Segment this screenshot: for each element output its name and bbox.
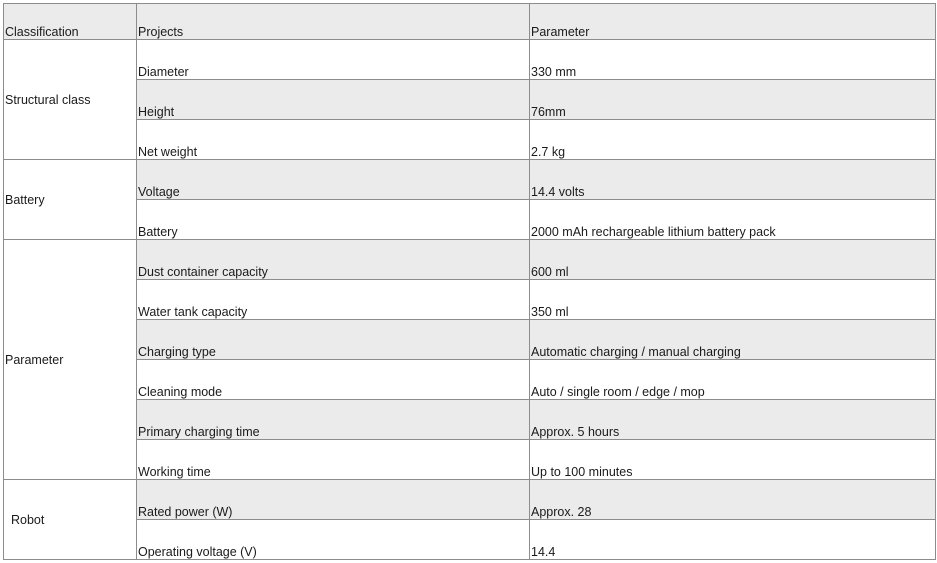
header-parameter: Parameter bbox=[530, 4, 936, 40]
table-header-row bbox=[4, 4, 936, 40]
value-cell: Up to 100 minutes bbox=[530, 440, 936, 480]
value-cell: Approx. 28 bbox=[530, 480, 936, 520]
table-row bbox=[4, 80, 936, 120]
value-cell: 350 ml bbox=[530, 280, 936, 320]
table-row bbox=[4, 480, 936, 520]
table-row bbox=[4, 40, 936, 80]
table-row bbox=[4, 240, 936, 280]
group-label-structural: Structural class bbox=[4, 40, 137, 160]
project-cell: Charging type bbox=[137, 320, 530, 360]
project-cell: Operating voltage (V) bbox=[137, 520, 530, 560]
value-cell: Automatic charging / manual charging bbox=[530, 320, 936, 360]
value-cell: 14.4 bbox=[530, 520, 936, 560]
spec-table bbox=[3, 3, 936, 560]
table-row bbox=[4, 360, 936, 400]
value-cell: 330 mm bbox=[530, 40, 936, 80]
table-row bbox=[4, 440, 936, 480]
project-cell: Height bbox=[137, 80, 530, 120]
project-cell: Cleaning mode bbox=[137, 360, 530, 400]
table-row bbox=[4, 520, 936, 560]
project-cell: Dust container capacity bbox=[137, 240, 530, 280]
value-cell: 600 ml bbox=[530, 240, 936, 280]
group-label-robot: Robot bbox=[4, 480, 137, 560]
table-row bbox=[4, 280, 936, 320]
project-cell: Working time bbox=[137, 440, 530, 480]
table-row bbox=[4, 400, 936, 440]
project-cell: Battery bbox=[137, 200, 530, 240]
project-cell: Water tank capacity bbox=[137, 280, 530, 320]
project-cell: Voltage bbox=[137, 160, 530, 200]
project-cell: Diameter bbox=[137, 40, 530, 80]
table-row bbox=[4, 160, 936, 200]
project-cell: Net weight bbox=[137, 120, 530, 160]
value-cell: Auto / single room / edge / mop bbox=[530, 360, 936, 400]
header-classification: Classification bbox=[4, 4, 137, 40]
value-cell: 2.7 kg bbox=[530, 120, 936, 160]
project-cell: Primary charging time bbox=[137, 400, 530, 440]
table-row bbox=[4, 320, 936, 360]
project-cell: Rated power (W) bbox=[137, 480, 530, 520]
value-cell: 14.4 volts bbox=[530, 160, 936, 200]
value-cell: 2000 mAh rechargeable lithium battery pack bbox=[530, 200, 936, 240]
header-projects: Projects bbox=[137, 4, 530, 40]
table-row bbox=[4, 120, 936, 160]
group-label-battery: Battery bbox=[4, 160, 137, 240]
table-row bbox=[4, 200, 936, 240]
group-label-parameter: Parameter bbox=[4, 240, 137, 480]
value-cell: 76mm bbox=[530, 80, 936, 120]
value-cell: Approx. 5 hours bbox=[530, 400, 936, 440]
